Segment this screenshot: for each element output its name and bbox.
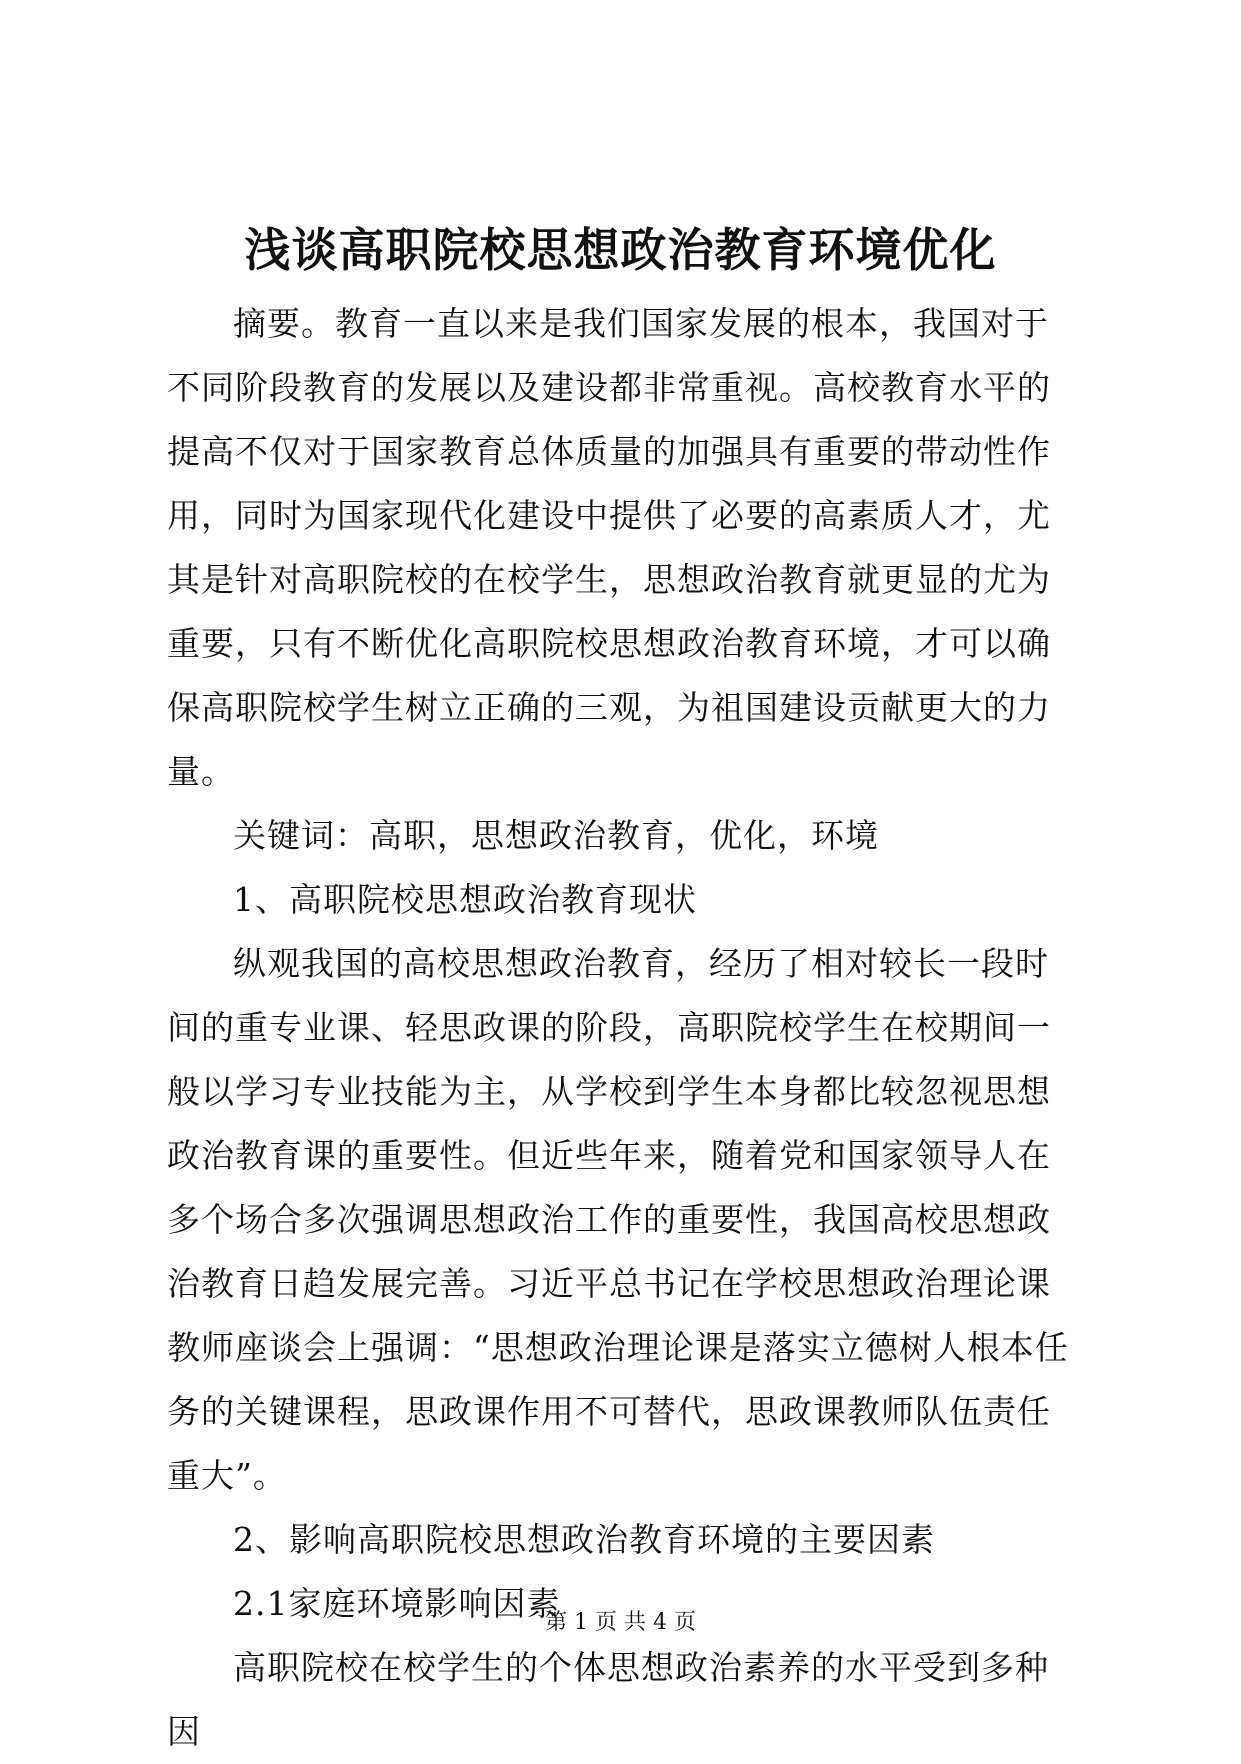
body-paragraph: 高职院校在校学生的个体思想政治素养的水平受到多种因 — [167, 1648, 1049, 1751]
document-title: 浅谈高职院校思想政治教育环境优化 — [244, 223, 997, 277]
body-paragraph: 纵观我国的高校思想政治教育，经历了相对较长一段时间的重专业课、轻思政课的阶段，高职院校学生在校期间一般以学习专业技能为主，从学校到学生本身都比较忽视思想政治教育课的重要性。但近些年来，随着党和国家领导人在多个场合多次强调思想政治工作的重要性，我国高校思想政治教育日趋发展完善。习近平总书记在学校思想政治理论课教师座谈会上强调：“思想政治理论课是落实立德树人根本任务的关键课程，思政课作用不可替代，思政课教师队伍责任重大”。 — [167, 944, 1069, 1495]
section-heading-2: 2、影响高职院校思想政治教育环境的主要因素 — [233, 1520, 935, 1559]
subsection-heading-2-1: 2.1家庭环境影响因素 — [233, 1584, 561, 1623]
keywords-paragraph: 关键词：高职，思想政治教育，优化，环境 — [233, 816, 879, 855]
abstract-paragraph: 摘要。教育一直以来是我们国家发展的根本，我国对于不同阶段教育的发展以及建设都非常重视。高校教育水平的提高不仅对于国家教育总体质量的加强具有重要的带动性作用，同时为国家现代化建设中提供了必要的高素质人才，尤其是针对高职院校的在校学生，思想政治教育就更显的尤为重要，只有不断优化高职院校思想政治教育环境，才可以确保高职院校学生树立正确的三观，为祖国建设贡献更大的力量。 — [167, 304, 1051, 791]
document-body — [167, 292, 1079, 1764]
page-footer: 第 1 页 共 4 页 — [545, 1610, 696, 1635]
section-heading-1: 1、高职院校思想政治教育现状 — [233, 880, 697, 919]
